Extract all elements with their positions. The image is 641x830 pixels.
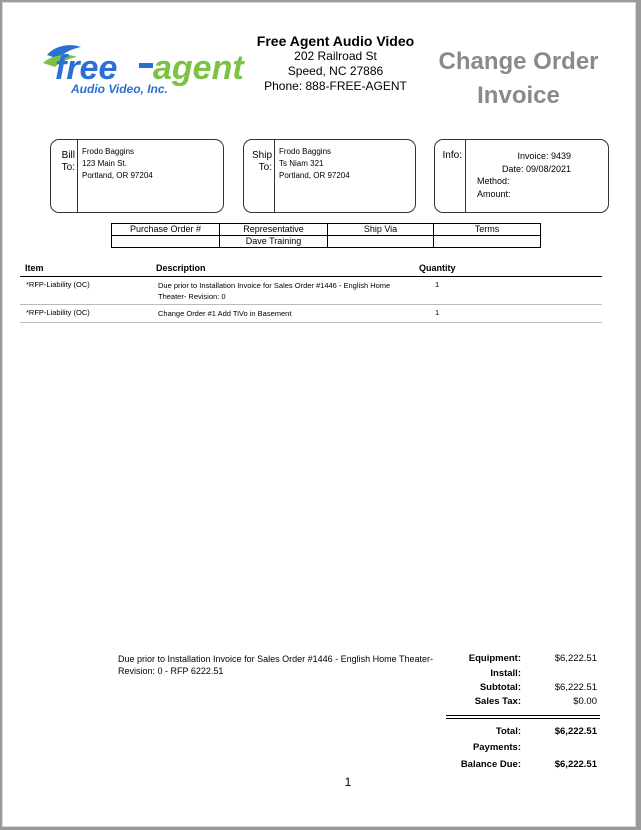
logo-word-agent: agent	[153, 49, 244, 87]
company-block	[223, 33, 448, 94]
ship-to-city: Portland, OR 97204	[279, 171, 350, 180]
ship-via-header: Ship Via	[328, 224, 434, 236]
bill-to-street: 123 Main St.	[82, 159, 127, 168]
subtotal-value: $6,222.51	[554, 682, 597, 693]
terms-value	[434, 236, 541, 248]
company-logo	[41, 41, 251, 101]
ship-to-label	[246, 150, 272, 174]
invoice-date: Date: 09/08/2021	[501, 163, 571, 174]
page-number: 1	[344, 775, 352, 789]
representative-value: Dave Training	[220, 236, 328, 248]
ship-to-street: Ts Niam 321	[279, 159, 324, 168]
ship-to-box	[243, 139, 416, 213]
total-label: Total:	[495, 726, 521, 737]
company-name: Free Agent Audio Video	[256, 33, 415, 49]
balance-due-label: Balance Due:	[460, 759, 521, 770]
terms-header: Terms	[434, 224, 541, 236]
ship-label-2: To:	[258, 162, 272, 173]
company-address-2: Speed, NC 27886	[287, 64, 384, 78]
quantity-column-header: Quantity	[419, 263, 456, 273]
document-title-line-1: Change Order	[438, 48, 599, 75]
balance-due-value: $6,222.51	[554, 759, 597, 770]
bill-label-2: To:	[61, 162, 75, 173]
ship-label-1: Ship	[251, 150, 272, 161]
subtotal-label: Subtotal:	[479, 682, 521, 693]
sales-tax-value: $0.00	[573, 696, 597, 707]
logo-tagline: Audio Video, Inc.	[71, 82, 168, 96]
equipment-label: Equipment:	[468, 653, 521, 664]
order-details-table	[111, 223, 541, 248]
payments-label: Payments:	[472, 742, 521, 753]
company-address-1: 202 Railroad St	[294, 49, 377, 63]
equipment-value: $6,222.51	[554, 653, 597, 664]
po-value	[112, 236, 220, 248]
totals-rule-1	[446, 715, 600, 716]
row-description: Change Order #1 Add TiVo in Basement	[158, 309, 292, 318]
logo-word-free: free	[55, 49, 118, 87]
item-column-header: Item	[25, 263, 44, 273]
ship-to-address	[279, 146, 350, 182]
row-description: Due prior to Installation Invoice for Sales Order #1446 - English Home Theater- Revision: 0	[158, 281, 391, 301]
row-item: *RFP-Liability (OC)	[26, 308, 90, 317]
invoice-page	[2, 2, 636, 827]
company-phone: Phone: 888-FREE-AGENT	[264, 79, 407, 93]
payment-method: Method:	[477, 176, 510, 186]
total-value: $6,222.51	[554, 726, 597, 737]
document-title-line-2: Invoice	[477, 82, 560, 109]
info-fields	[471, 150, 571, 200]
ship-to-divider	[274, 140, 275, 212]
bill-to-box	[50, 139, 224, 213]
document-title	[431, 45, 606, 113]
row-item: *RFP-Liability (OC)	[26, 280, 90, 289]
table-row	[20, 305, 602, 323]
row-quantity: 1	[435, 308, 440, 317]
bill-label-1: Bill	[61, 150, 75, 161]
logo-dash	[139, 63, 153, 68]
sales-tax-label: Sales Tax:	[474, 696, 521, 707]
invoice-note: Due prior to Installation Invoice for Sales Order #1446 - English Home Theater- Revision: 0 - RFP 6222.51	[118, 654, 433, 676]
table-row	[20, 277, 602, 305]
ship-to-name: Frodo Baggins	[279, 147, 332, 156]
representative-header: Representative	[220, 224, 328, 236]
po-header: Purchase Order #	[112, 224, 220, 236]
bill-to-city: Portland, OR 97204	[82, 171, 153, 180]
bill-to-address	[82, 146, 153, 182]
info-label: Info:	[442, 150, 462, 161]
info-box	[434, 139, 609, 213]
bill-to-divider	[77, 140, 78, 212]
description-column-header: Description	[156, 263, 206, 273]
invoice-number: Invoice: 9439	[517, 151, 571, 161]
bill-to-label	[53, 150, 75, 174]
row-quantity: 1	[435, 280, 440, 289]
install-label: Install:	[490, 668, 521, 679]
info-divider	[465, 140, 466, 212]
ship-via-value	[328, 236, 434, 248]
bill-to-name: Frodo Baggins	[82, 147, 135, 156]
order-details-header	[112, 224, 541, 236]
order-details-values	[112, 236, 541, 248]
payment-amount: Amount:	[477, 188, 511, 199]
totals-rule-2	[446, 718, 600, 719]
